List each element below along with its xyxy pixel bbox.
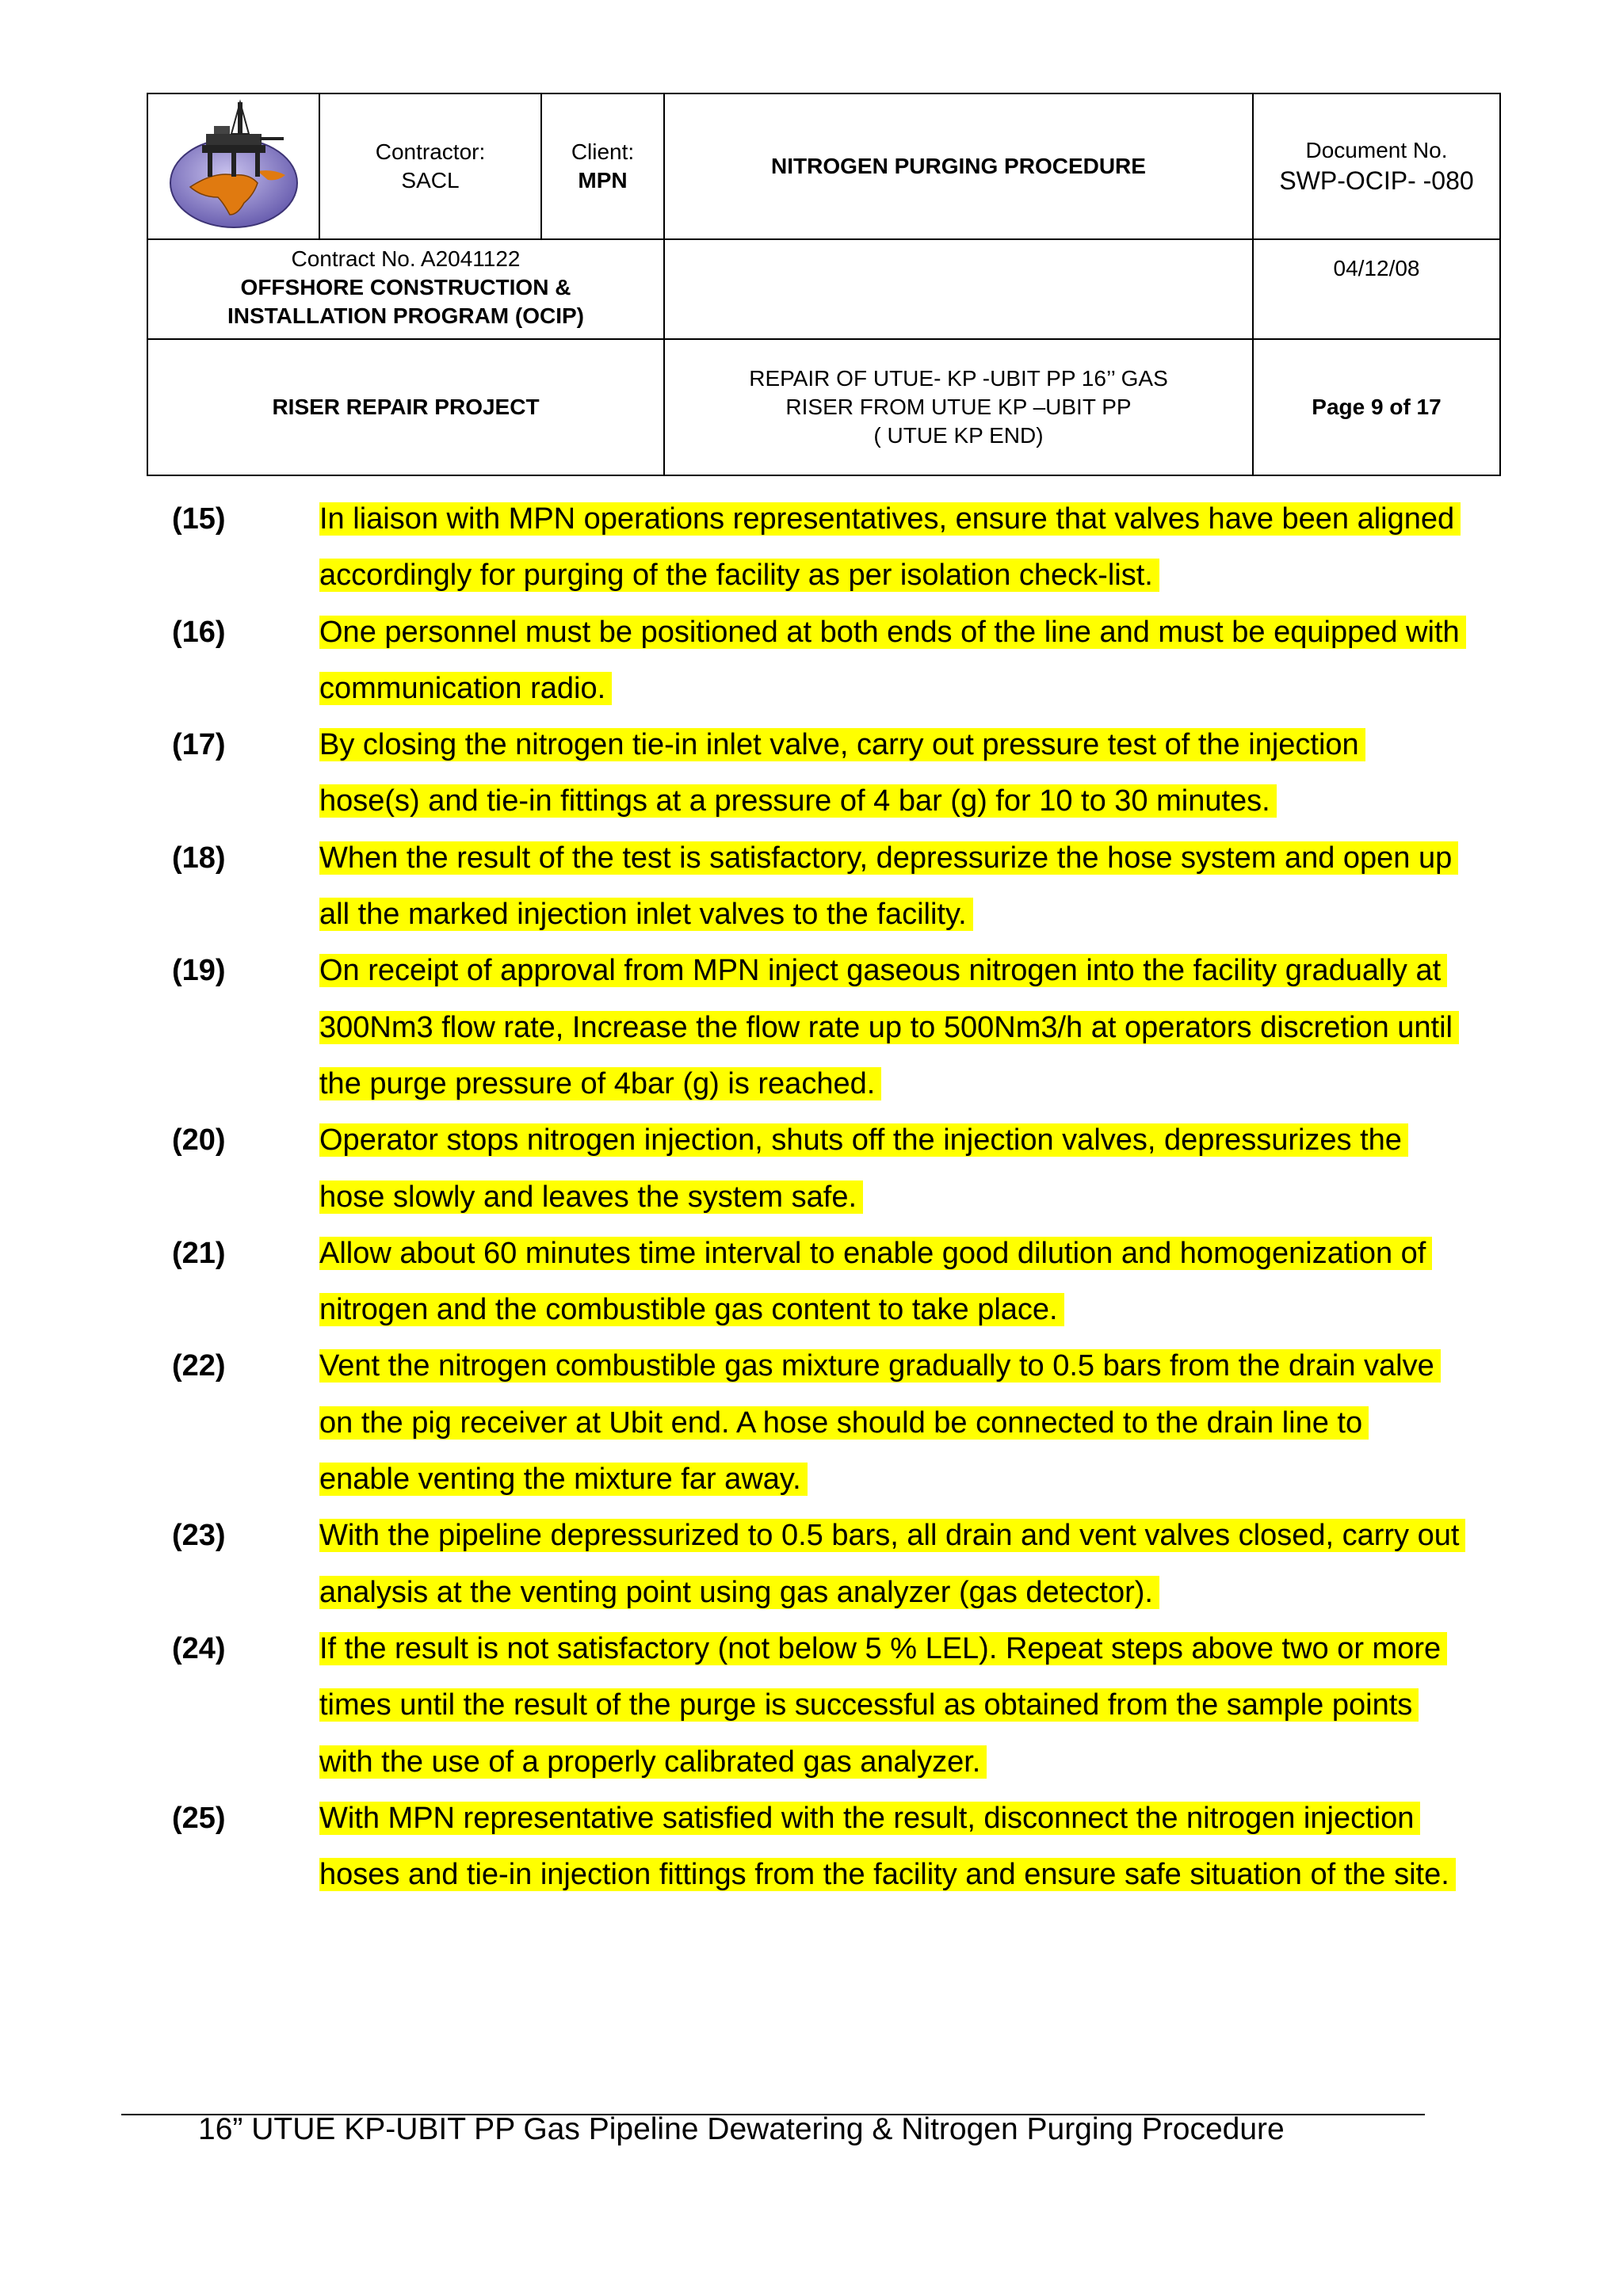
procedure-step xyxy=(172,1621,1623,1791)
client-label: Client: xyxy=(571,139,635,164)
step-text: One personnel must be positioned at both ends of the line and must be equipped with communication radio. xyxy=(319,616,1466,705)
procedure-step xyxy=(172,491,1623,605)
step-number: (21) xyxy=(172,1236,226,1270)
step-text: With MPN representative satisfied with the result, disconnect the nitrogen injection hoses and tie-in injection fittings from the facility and ensure safe situation of the site. xyxy=(319,1802,1456,1891)
repair-line-2: RISER FROM UTUE KP –UBIT PP xyxy=(785,395,1132,419)
client-value: MPN xyxy=(578,168,628,193)
step-number: (18) xyxy=(172,841,226,875)
procedure-step xyxy=(172,1338,1623,1508)
contractor-label: Contractor: xyxy=(375,139,486,164)
contractor-value: SACL xyxy=(401,168,460,193)
step-number: (20) xyxy=(172,1123,226,1158)
procedure-step xyxy=(172,1791,1623,1904)
step-number: (15) xyxy=(172,502,226,536)
program-line-1: OFFSHORE CONSTRUCTION & xyxy=(240,275,571,299)
contractor-cell xyxy=(319,93,541,239)
client-cell xyxy=(541,93,664,239)
step-number: (17) xyxy=(172,728,226,762)
procedure-step xyxy=(172,1112,1623,1226)
step-text: Vent the nitrogen combustible gas mixture gradually to 0.5 bars from the drain valve on the pig receiver at Ubit end. A hose should be connected to the drain line to enable venting the mixture far away. xyxy=(319,1349,1441,1496)
repair-line-1: REPAIR OF UTUE- KP -UBIT PP 16’’ GAS xyxy=(749,366,1168,391)
contract-cell xyxy=(147,239,664,339)
repair-line-3: ( UTUE KP END) xyxy=(873,423,1044,448)
document-title: NITROGEN PURGING PROCEDURE xyxy=(664,93,1253,239)
procedure-step xyxy=(172,1226,1623,1339)
empty-cell xyxy=(664,239,1253,339)
procedure-step xyxy=(172,1508,1623,1621)
step-text: If the result is not satisfactory (not below 5 % LEL). Repeat steps above two or more times until the result of the purge is successful as obtained from the sample points with the use of a properly calibrated gas analyzer. xyxy=(319,1632,1447,1779)
globe-oil-rig-logo-icon xyxy=(158,96,309,231)
document-number-cell xyxy=(1253,93,1500,239)
company-logo-cell xyxy=(147,93,319,239)
step-number: (23) xyxy=(172,1519,226,1553)
step-text: When the result of the test is satisfactory, depressurize the hose system and open up all the marked injection inlet valves to the facility. xyxy=(319,841,1458,931)
document-number-value: SWP-OCIP- -080 xyxy=(1279,166,1474,195)
step-number: (16) xyxy=(172,615,226,649)
footer-title: 16” UTUE KP-UBIT PP Gas Pipeline Dewatering & Nitrogen Purging Procedure xyxy=(198,2112,1285,2146)
step-text: In liaison with MPN operations representatives, ensure that valves have been aligned accordingly for purging of the facility as per isolation check-list. xyxy=(319,502,1461,592)
document-header-table xyxy=(147,93,1501,476)
step-text: Operator stops nitrogen injection, shuts off the injection valves, depressurizes the hose slowly and leaves the system safe. xyxy=(319,1123,1408,1213)
procedure-step xyxy=(172,605,1623,718)
step-text: Allow about 60 minutes time interval to enable good dilution and homogenization of nitrogen and the combustible gas content to take place. xyxy=(319,1237,1432,1326)
document-number-label: Document No. xyxy=(1305,138,1448,162)
program-line-2: INSTALLATION PROGRAM (OCIP) xyxy=(227,303,585,328)
document-date: 04/12/08 xyxy=(1253,239,1500,339)
step-text: On receipt of approval from MPN inject gaseous nitrogen into the facility gradually at 300Nm3 flow rate, Increase the flow rate up to 500Nm3/h at operators discretion until the purge pressure of 4bar (g) is reached. xyxy=(319,954,1459,1100)
step-number: (24) xyxy=(172,1631,226,1665)
step-text: By closing the nitrogen tie-in inlet valve, carry out pressure test of the injection hose(s) and tie-in fittings at a pressure of 4 bar (g) for 10 to 30 minutes. xyxy=(319,728,1365,818)
procedure-steps xyxy=(0,491,1623,1903)
contract-number: Contract No. A2041122 xyxy=(291,246,521,271)
repair-description-cell xyxy=(664,339,1253,475)
step-number: (25) xyxy=(172,1801,226,1835)
procedure-step xyxy=(172,717,1623,830)
step-text: With the pipeline depressurized to 0.5 bars, all drain and vent valves closed, carry out analysis at the venting point using gas analyzer (gas detector). xyxy=(319,1519,1465,1608)
page-number: Page 9 of 17 xyxy=(1253,339,1500,475)
step-number: (22) xyxy=(172,1349,226,1383)
procedure-step xyxy=(172,830,1623,944)
step-number: (19) xyxy=(172,954,226,988)
project-name: RISER REPAIR PROJECT xyxy=(147,339,664,475)
procedure-step xyxy=(172,943,1623,1112)
